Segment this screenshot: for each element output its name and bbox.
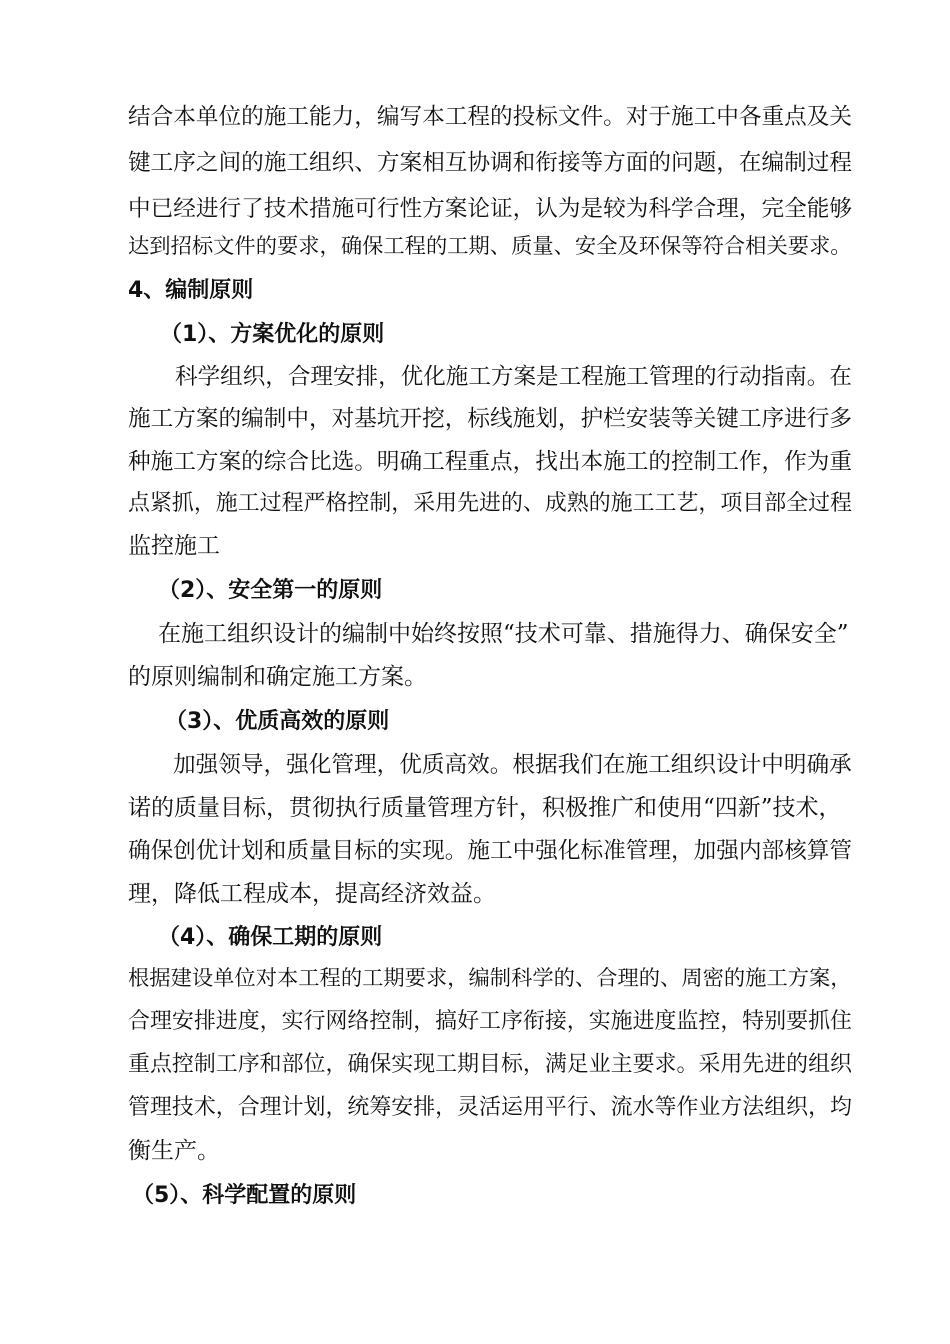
text-line: 诺的质量目标，贯彻执行质量管理方针，积极推广和使用“四新”技术，: [128, 795, 842, 821]
text-line: 在施工组织设计的编制中始终按照“技术可靠、措施得力、确保安全”: [158, 621, 849, 647]
text-line: 点紧抓，施工过程严格控制，采用先进的、成熟的施工工艺，项目部全过程: [128, 491, 852, 516]
text-line: 根据建设单位对本工程的工期要求，编制科学的、合理的、周密的施工方案，: [128, 966, 852, 991]
text-line: 科学组织，合理安排，优化施工方案是工程施工管理的行动指南。在: [175, 364, 852, 390]
text-line: 结合本单位的施工能力，编写本工程的投标文件。对于施工中各重点及关: [128, 104, 852, 130]
text-line: 达到招标文件的要求，确保工程的工期、质量、安全及环保等符合相关要求。: [128, 234, 852, 259]
text-line: 管理技术，合理计划，统筹安排，灵活运用平行、流水等作业方法组织，均: [128, 1095, 852, 1120]
text-line: 监控施工: [128, 533, 220, 559]
text-line: 的原则编制和确定施工方案。: [128, 664, 427, 690]
text-line: 加强领导，强化管理，优质高效。根据我们在施工组织设计中明确承: [173, 752, 852, 778]
text-line: 理，降低工程成本，提高经济效益。: [128, 881, 496, 907]
text-line: 合理安排进度，实行网络控制，搞好工序衔接，实施进度监控，特别要抓住: [128, 1009, 852, 1034]
principle-heading: （3）、优质高效的原则: [165, 709, 390, 734]
text-line: 施工方案的编制中，对基坑开挖，标线施划，护栏安装等关键工序进行多: [128, 406, 852, 432]
principle-heading: （5）、科学配置的原则: [132, 1183, 357, 1208]
section-heading: 4、编制原则: [128, 278, 254, 303]
text-line: 种施工方案的综合比选。明确工程重点，找出本施工的控制工作，作为重: [128, 449, 852, 475]
principle-heading: （1）、方案优化的原则: [160, 322, 385, 347]
text-line: 衡生产。: [128, 1138, 220, 1164]
principle-heading: （2）、安全第一的原则: [158, 578, 383, 603]
text-line: 确保创优计划和质量目标的实现。施工中强化标准管理，加强内部核算管: [128, 838, 852, 864]
text-line: 键工序之间的施工组织、方案相互协调和衔接等方面的问题，在编制过程: [128, 150, 852, 176]
text-line: 重点控制工序和部位，确保实现工期目标，满足业主要求。采用先进的组织: [128, 1052, 852, 1077]
principle-heading: （4）、确保工期的原则: [158, 925, 383, 950]
text-line: 中已经进行了技术措施可行性方案论证，认为是较为科学合理，完全能够: [128, 196, 852, 222]
